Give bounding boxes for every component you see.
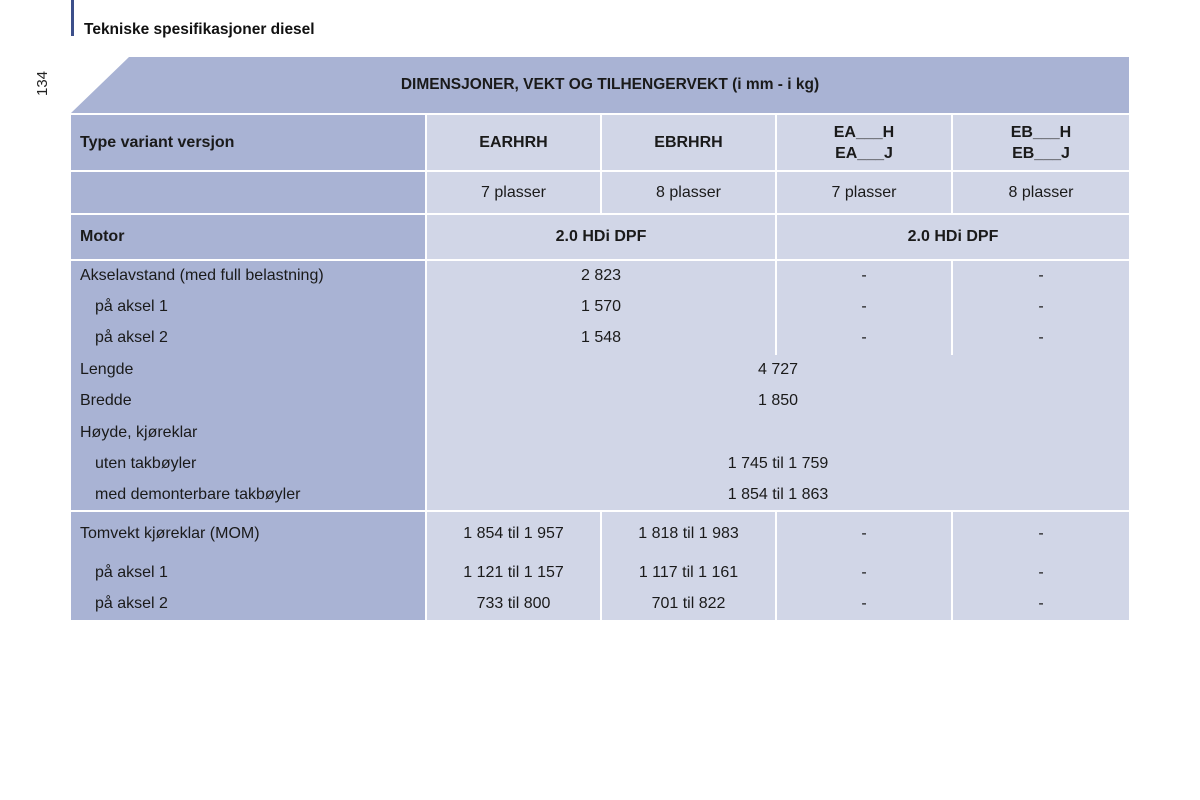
row-label-lengde: Lengde <box>80 361 134 378</box>
aksel1-col3: - <box>861 298 867 315</box>
tomvekt-col1: 1 854 til 1 957 <box>463 525 564 542</box>
row-label-weight-aksel2: på aksel 2 <box>95 595 168 612</box>
row-label-med-takboyler: med demonterbare takbøyler <box>95 486 301 503</box>
row-label-akselavstand: Akselavstand (med full belastning) <box>80 267 324 284</box>
motor-value-1: 2.0 HDi DPF <box>427 215 775 259</box>
aksel1-col4: - <box>1038 298 1044 315</box>
weight-aksel2-col2: 701 til 822 <box>651 595 726 612</box>
akselavstand-col4: - <box>1038 267 1044 284</box>
tomvekt-col4: - <box>1038 525 1044 542</box>
section-marker-bar <box>71 0 74 36</box>
weight-aksel1-col4: - <box>1038 564 1044 581</box>
med-takboyler-value: 1 854 til 1 863 <box>727 486 829 503</box>
motor-label: Motor <box>71 215 425 259</box>
weight-aksel1-col2: 1 117 til 1 161 <box>638 564 739 581</box>
variant-code-1: EARHRH <box>427 115 600 170</box>
row-label-bredde: Bredde <box>80 392 132 409</box>
row-label-weight-aksel1: på aksel 1 <box>95 564 168 581</box>
seats-4: 8 plasser <box>953 172 1129 213</box>
motor-value-2: 2.0 HDi DPF <box>777 215 1129 259</box>
weight-aksel1-col1: 1 121 til 1 157 <box>463 564 564 581</box>
table-title: DIMENSJONER, VEKT OG TILHENGERVEKT (i mm - i kg) <box>400 76 820 93</box>
weight-aksel2-col4: - <box>1038 595 1044 612</box>
variant-code-2: EBRHRH <box>602 115 775 170</box>
uten-takboyler-value: 1 745 til 1 759 <box>727 455 829 472</box>
lengde-value: 4 727 <box>757 361 799 378</box>
row-label-hoyde: Høyde, kjøreklar <box>80 424 198 441</box>
tomvekt-col3: - <box>861 525 867 542</box>
row-label-uten-takboyler: uten takbøyler <box>95 455 197 472</box>
tomvekt-col2: 1 818 til 1 983 <box>638 525 739 542</box>
variant-code-3-line1: EA___H <box>833 123 895 141</box>
weight-aksel2-col1: 733 til 800 <box>476 595 551 612</box>
akselavstand-value: 2 823 <box>580 267 622 284</box>
aksel1-value: 1 570 <box>580 298 622 315</box>
variant-label: Type variant versjon <box>71 115 425 170</box>
variant-code-3 <box>777 115 951 170</box>
row-label-aksel1: på aksel 1 <box>95 298 168 315</box>
page-number: 134 <box>34 70 51 96</box>
aksel2-col4: - <box>1038 329 1044 346</box>
variant-code-4-line2: EB___J <box>1012 144 1070 162</box>
row-label-aksel2: på aksel 2 <box>95 329 168 346</box>
variant-code-4-line1: EB___H <box>1010 123 1072 141</box>
row-label-tomvekt: Tomvekt kjøreklar (MOM) <box>80 525 260 542</box>
aksel2-col3: - <box>861 329 867 346</box>
variant-code-4 <box>953 115 1129 170</box>
section-title: Tekniske spesifikasjoner diesel <box>84 21 315 38</box>
seats-stub <box>71 172 425 213</box>
weight-aksel1-col3: - <box>861 564 867 581</box>
seats-1: 7 plasser <box>427 172 600 213</box>
weight-aksel2-col3: - <box>861 595 867 612</box>
seats-3: 7 plasser <box>777 172 951 213</box>
variant-code-3-line2: EA___J <box>835 144 893 162</box>
bredde-value: 1 850 <box>757 392 799 409</box>
akselavstand-col3: - <box>861 267 867 284</box>
aksel2-value: 1 548 <box>580 329 622 346</box>
seats-2: 8 plasser <box>602 172 775 213</box>
